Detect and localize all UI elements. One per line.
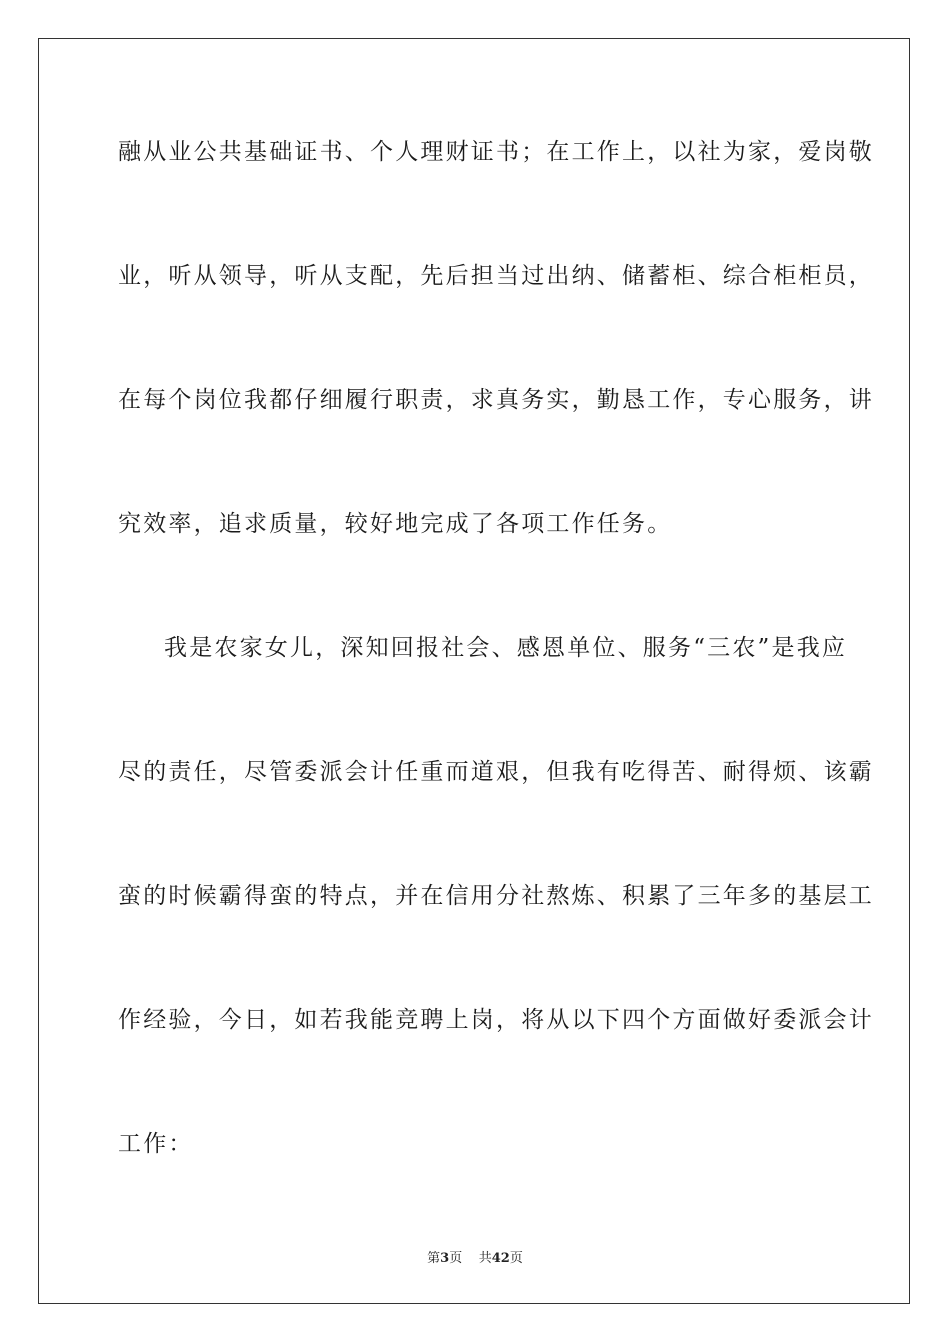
page-border	[38, 38, 910, 1304]
footer-total-pages: 42	[491, 1251, 510, 1266]
text-line-3: 在每个岗位我都仔细履行职责，求真务实，勤恳工作，专心服务，讲	[118, 387, 874, 413]
footer-total-prefix: 共	[478, 1251, 492, 1266]
footer-page-suffix: 页	[449, 1251, 463, 1266]
text-line-9: 工作：	[118, 1131, 194, 1157]
page-footer	[0, 1247, 950, 1266]
footer-current-page: 3	[440, 1251, 450, 1266]
text-line-1: 融从业公共基础证书、个人理财证书；在工作上，以社为家，爱岗敬	[118, 139, 874, 165]
text-line-7: 蛮的时候霸得蛮的特点，并在信用分社熬炼、积累了三年多的基层工	[118, 883, 874, 909]
text-line-5-paragraph-start: 我是农家女儿，深知回报社会、感恩单位、服务“三农”是我应	[164, 635, 848, 661]
text-line-2: 业，听从领导，听从支配，先后担当过出纳、储蓄柜、综合柜柜员，	[118, 263, 874, 289]
footer-total-suffix: 页	[509, 1251, 523, 1266]
text-line-6: 尽的责任，尽管委派会计任重而道艰，但我有吃得苦、耐得烦、该霸	[118, 759, 874, 785]
text-line-8: 作经验，今日，如若我能竞聘上岗，将从以下四个方面做好委派会计	[118, 1007, 874, 1033]
text-line-4: 究效率，追求质量，较好地完成了各项工作任务。	[118, 511, 673, 537]
footer-page-prefix: 第	[427, 1251, 441, 1266]
